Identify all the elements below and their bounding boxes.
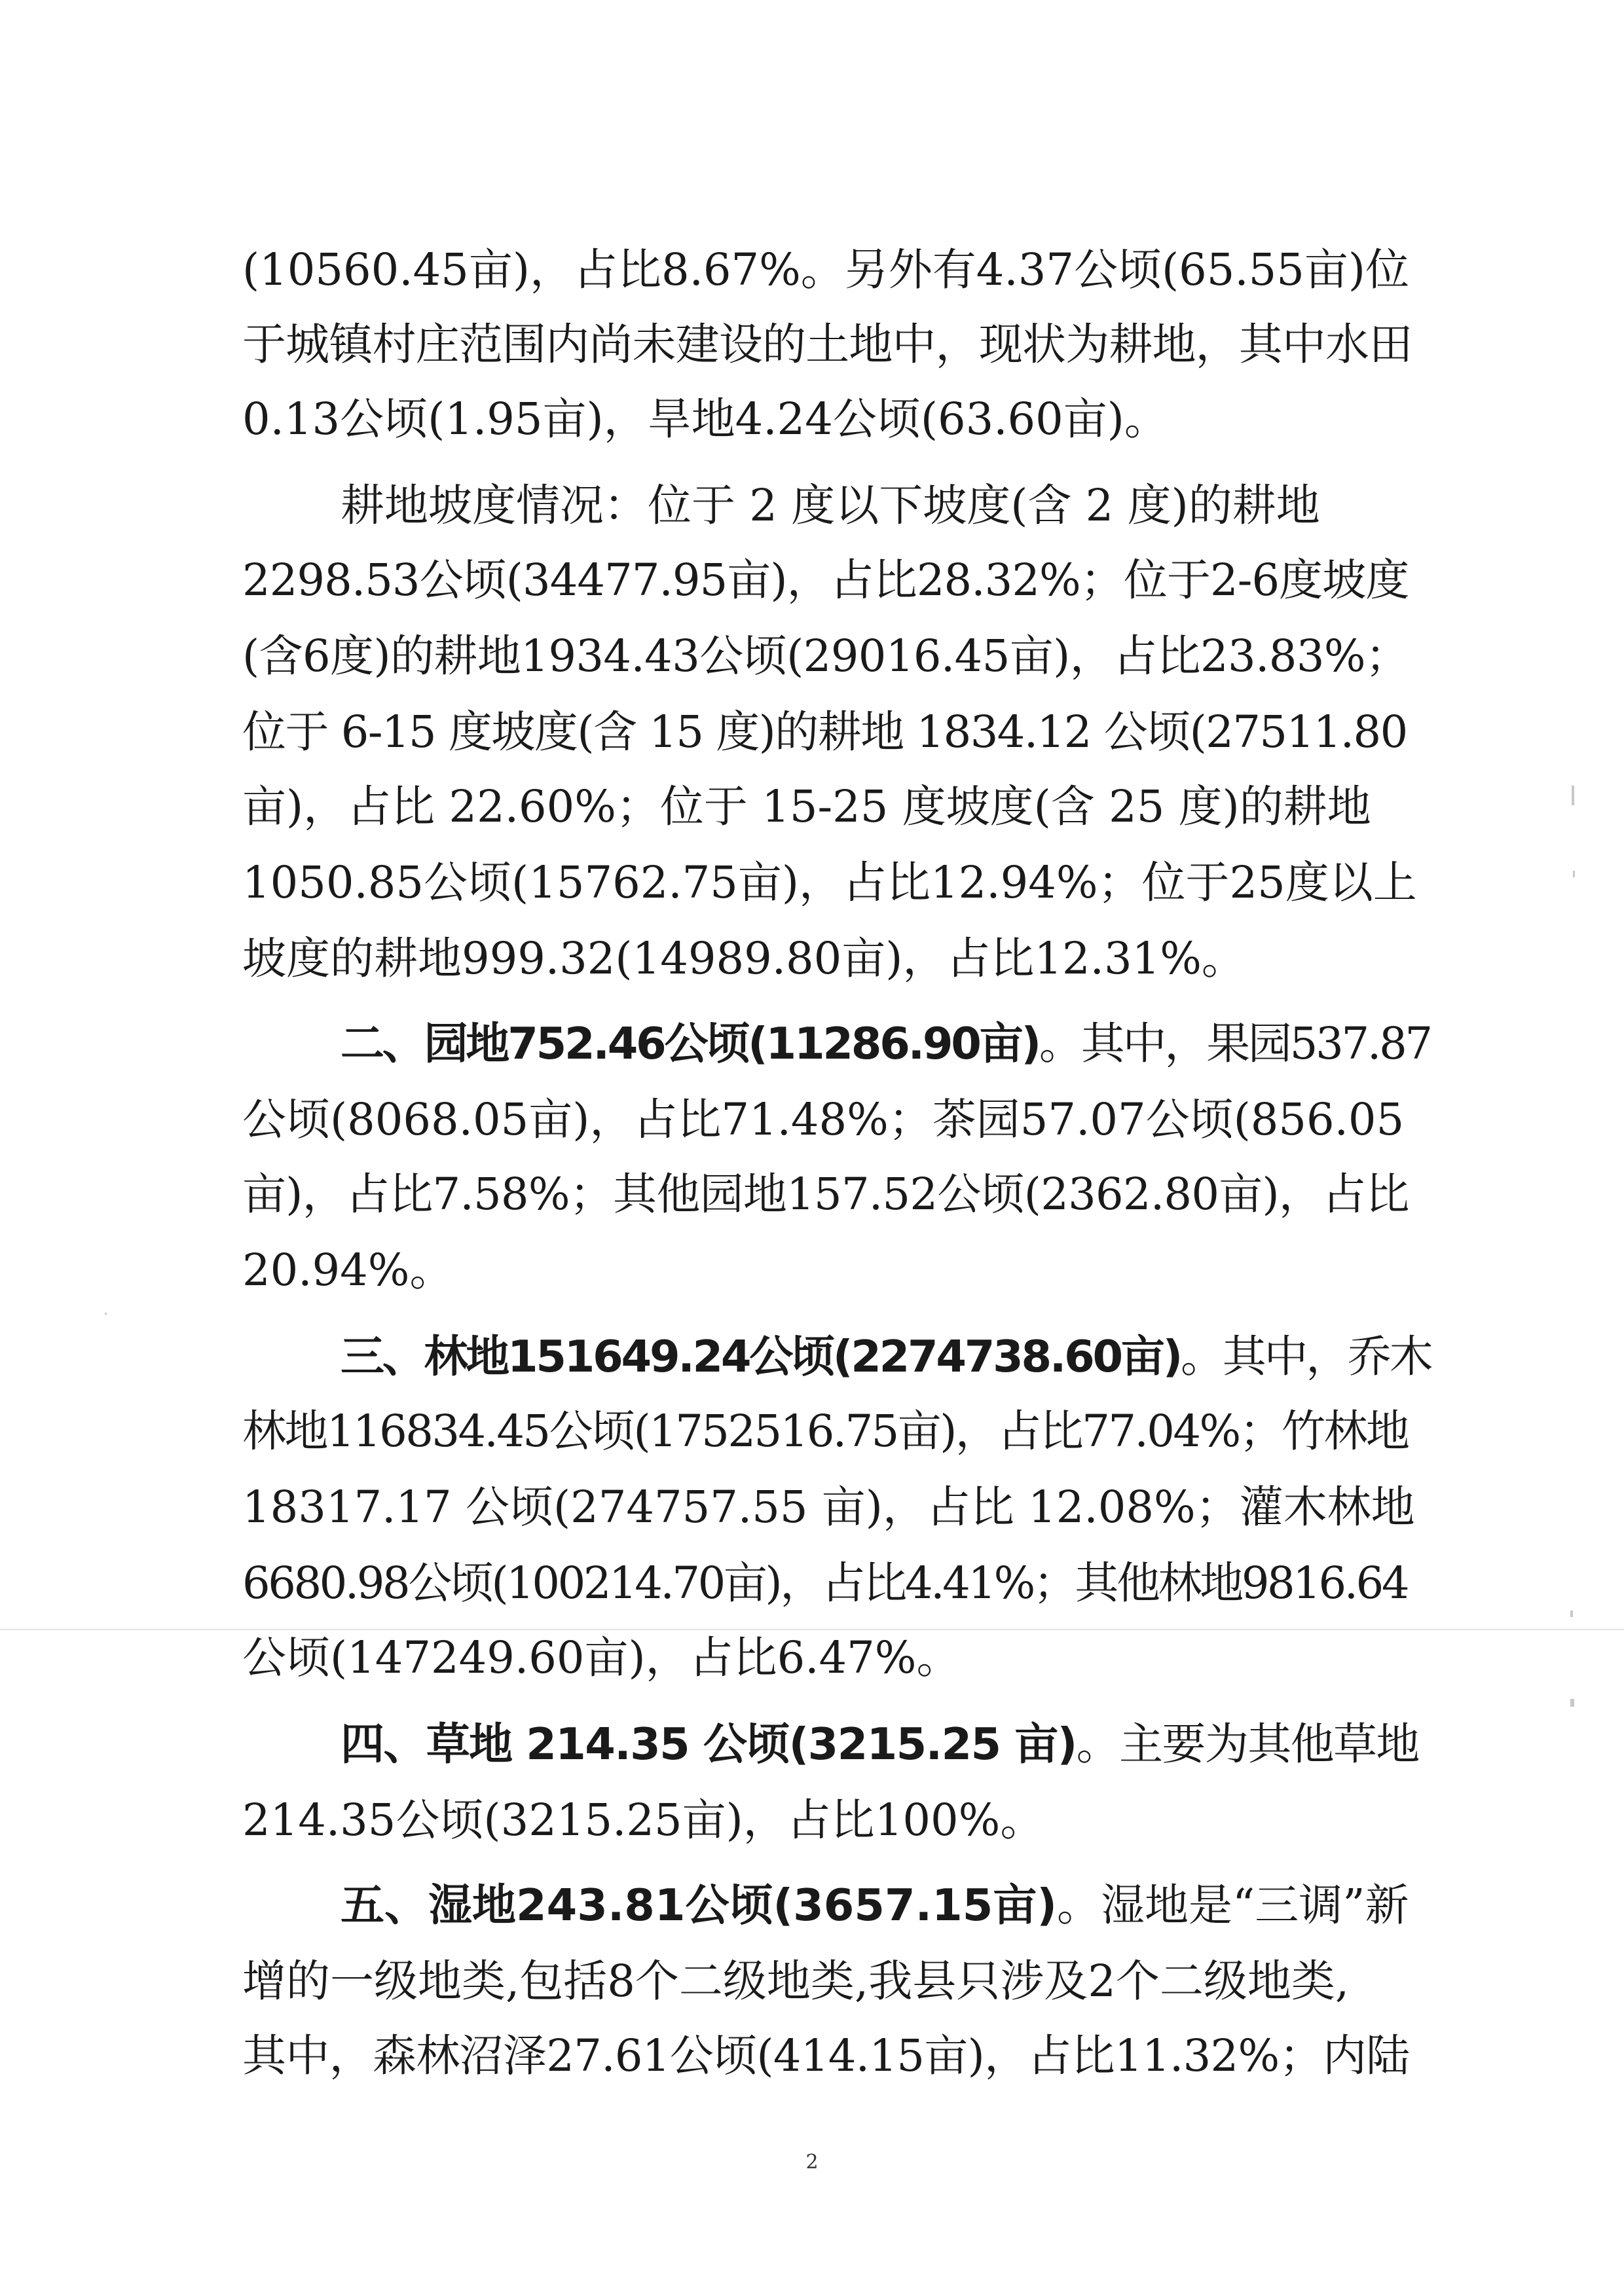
- text-line: 214.35公顷(3215.25亩)，占比100%。: [242, 1795, 1044, 1846]
- text-line: 增的一级地类,包括8个二级地类,我县只涉及2个二级地类,: [242, 1956, 1350, 2007]
- text-line: (10560.45亩)，占比8.67%。另外有4.37公顷(65.55亩)位: [242, 244, 1410, 295]
- text-line: 林地116834.45公顷(1752516.75亩)，占比77.04%；竹林地: [242, 1406, 1409, 1457]
- page-number: 2: [805, 2151, 819, 2174]
- scan-speck: [1570, 1699, 1574, 1707]
- text-line: 于城镇村庄范围内尚未建设的土地中，现状为耕地，其中水田: [242, 319, 1412, 370]
- text-line: 亩)，占比 22.60%；位于 15-25 度坡度(含 25 度)的耕地: [242, 781, 1371, 832]
- text-line: 亩)，占比7.58%；其他园地157.52公顷(2362.80亩)，占比: [242, 1169, 1409, 1220]
- text-line: 坡度的耕地999.32(14989.80亩)，占比12.31%。: [242, 933, 1246, 984]
- scan-speck: [1572, 786, 1574, 805]
- section-rest: 。主要为其他草地: [1076, 1719, 1419, 1770]
- section-rest: 。湿地是“三调”新: [1056, 1880, 1409, 1931]
- text-line: 公顷(8068.05亩)，占比71.48%；茶园57.07公顷(856.05: [242, 1094, 1405, 1145]
- text-line: 18317.17 公顷(274757.55 亩)，占比 12.08%；灌木林地: [242, 1482, 1415, 1533]
- section-title-wetland: 五、湿地243.81公顷(3657.15亩): [341, 1880, 1057, 1931]
- section-title-grassland: 四、草地 214.35 公顷(3215.25 亩): [341, 1719, 1077, 1770]
- text-line: 1050.85公顷(15762.75亩)，占比12.94%；位于25度以上: [242, 857, 1417, 908]
- text-line: 公顷(147249.60亩)，占比6.47%。: [242, 1632, 961, 1683]
- text-line: 其中，森林沼泽27.61公顷(414.15亩)，占比11.32%；内陆: [242, 2030, 1410, 2081]
- section-rest: 。其中，果园537.87: [1039, 1018, 1431, 1069]
- text-line: 6680.98公顷(100214.70亩)，占比4.41%；其他林地9816.64: [242, 1558, 1408, 1609]
- scan-speck: [1573, 871, 1575, 877]
- section-heading-forest: [341, 1330, 1431, 1383]
- text-line: 位于 6-15 度坡度(含 15 度)的耕地 1834.12 公顷(27511.80: [242, 706, 1407, 757]
- text-line: 2298.53公顷(34477.95亩)，占比28.32%；位于2-6度坡度: [242, 555, 1409, 606]
- section-heading-wetland: [341, 1879, 1409, 1931]
- text-line: (含6度)的耕地1934.43公顷(29016.45亩)，占比23.83%；: [242, 630, 1409, 682]
- section-title-garden: 二、园地752.46公顷(11286.90亩): [341, 1018, 1039, 1069]
- section-title-forest: 三、林地151649.24公顷(2274738.60亩): [341, 1331, 1181, 1382]
- section-heading-grassland: [341, 1718, 1419, 1770]
- paragraph-start: 耕地坡度情况：位于 2 度以下坡度(含 2 度)的耕地: [341, 480, 1320, 531]
- text-line: 20.94%。: [242, 1245, 454, 1296]
- section-rest: 。其中，乔木: [1180, 1331, 1431, 1382]
- scan-speck: [1570, 1611, 1573, 1617]
- scan-artifact-line: [0, 1629, 1624, 1630]
- text-line: 0.13公顷(1.95亩)，旱地4.24公顷(63.60亩)。: [242, 393, 1168, 445]
- scan-speck: [105, 1313, 107, 1315]
- section-heading-garden: [341, 1017, 1431, 1070]
